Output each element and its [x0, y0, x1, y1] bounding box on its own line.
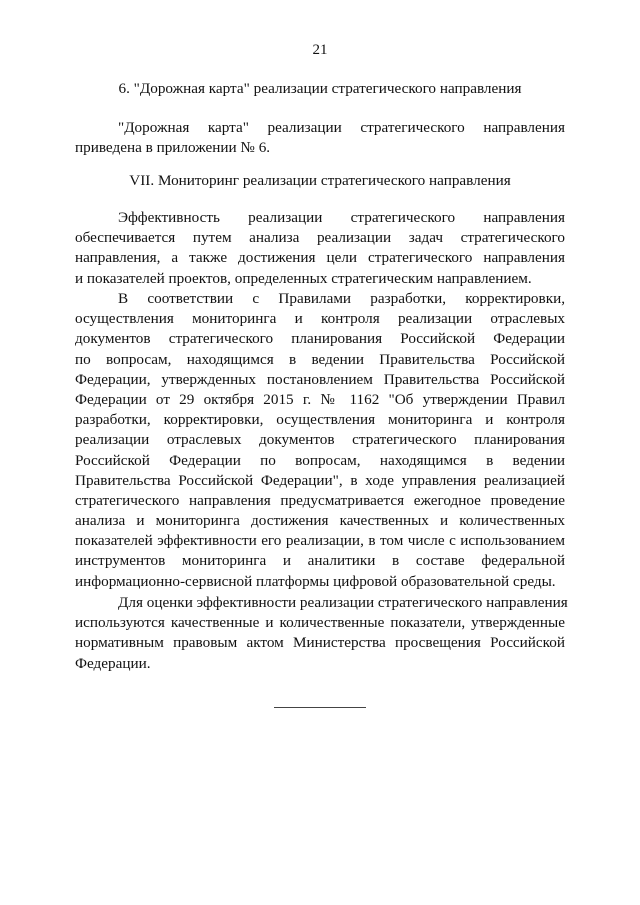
section-7-paragraph-1 — [75, 208, 565, 289]
section-7-paragraph-2 — [75, 289, 565, 592]
paragraph-line: стратегического направления предусматривается ежегодное проведение — [75, 491, 565, 509]
paragraph-line: В соответствии с Правилами разработки, корректировки, — [118, 290, 565, 307]
section-6-paragraph — [75, 118, 565, 158]
paragraph-line: документов стратегического планирования Российской Федерации — [75, 330, 565, 348]
paragraph-line: обеспечивается путем анализа реализации задач стратегического — [75, 229, 565, 247]
paragraph-line: Для оценки эффективности реализации стратегического направления — [118, 594, 568, 611]
paragraph-line: по вопросам, находящимся в ведении Правительства Российской — [75, 350, 565, 368]
paragraph-line: реализации отраслевых документов стратегического планирования — [75, 431, 565, 449]
paragraph-line: анализа и мониторинга достижения качественных и количественных — [75, 512, 565, 530]
paragraph-line: инструментов мониторинга и аналитики в составе федеральной — [75, 552, 565, 570]
paragraph-line: Правительства Российской Федерации", в ходе управления реализацией — [75, 471, 565, 489]
paragraph-line: "Дорожная карта" реализации стратегического направления — [118, 119, 565, 136]
paragraph-line: Эффективность реализации стратегического направления — [118, 209, 565, 226]
page-number: 21 — [312, 42, 328, 58]
paragraph-line: Российской Федерации по вопросам, находящимся в ведении — [75, 451, 565, 469]
paragraph-line: показателей эффективности его реализации, в том числе с использованием — [75, 532, 565, 550]
paragraph-line: приведена в приложении № 6. — [75, 139, 271, 157]
end-divider — [274, 707, 366, 708]
section-6-heading: 6. "Дорожная карта" реализации стратегического направления — [118, 80, 522, 97]
paragraph-line: Федерации, утвержденных постановлением Правительства Российской — [75, 370, 565, 388]
paragraph-line: Федерации от 29 октября 2015 г. № 1162 "Об утверждении Правил — [75, 390, 565, 408]
paragraph-line: и показателей проектов, определенных стратегическим направлением. — [75, 269, 532, 287]
paragraph-line: разработки, корректировки, осуществления мониторинга и контроля — [75, 411, 565, 429]
section-7-heading: VII. Мониторинг реализации стратегического направления — [129, 172, 511, 189]
paragraph-line: направления, а также достижения цели стратегического направления — [75, 249, 565, 267]
paragraph-line: используются качественные и количественные показатели, утвержденные — [75, 614, 565, 632]
paragraph-line: Федерации. — [75, 654, 151, 672]
paragraph-line: нормативным правовым актом Министерства просвещения Российской — [75, 634, 565, 652]
paragraph-line: осуществления мониторинга и контроля реализации отраслевых — [75, 310, 565, 328]
section-7-paragraph-3 — [75, 593, 568, 674]
paragraph-line: информационно-сервисной платформы цифровой образовательной среды. — [75, 572, 556, 590]
